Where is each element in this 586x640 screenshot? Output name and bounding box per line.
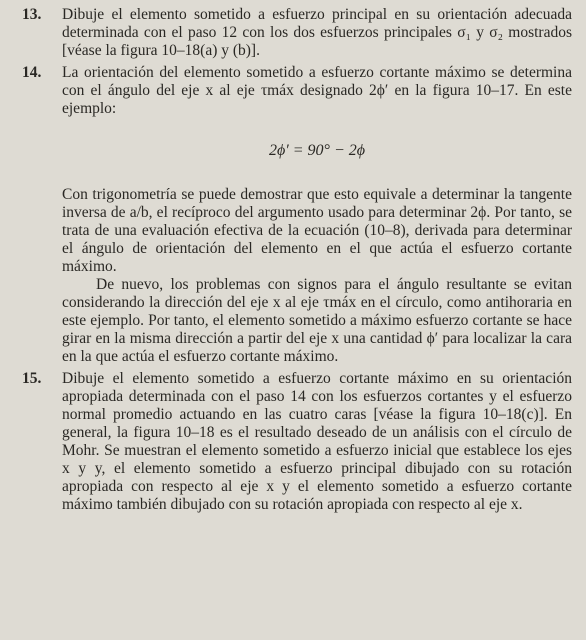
step-text: Dibuje el elemento sometido a esfuerzo cortante máximo en su orientación apropiada determinada con el paso 14 con los esfuerzos cortantes y el esfuerzo normal promedio actuando en las cuatro caras [véase la figura 10–18(c)]. En general, la figura 10–18 es el resultado deseado de un análisis con el círculo de Mohr. Se muestran el elemento sometido a esfuerzo inicial que establece los ejes x y y, el elemento sometido a esfuerzo principal dibujado con su rotación apropiada con respecto al eje x y el elemento sometido a esfuerzo cortante máximo también dibujado con su rotación apropiada con respecto al eje x. xyxy=(62,370,572,513)
paragraph: De nuevo, los problemas con signos para el ángulo resultante se evitan considerando la dirección del eje x al eje τmáx en el círculo, como antihoraria en este ejemplo. Por tanto, el elemento sometido a máximo esfuerzo cortante se hace girar en la misma dirección a partir del eje x una cantidad ϕ′ para localizar la cara en la que actúa el esfuerzo cortante máximo. xyxy=(62,276,572,365)
step-text: La orientación del elemento sometido a esfuerzo cortante máximo se determina con el ángulo del eje x al eje τmáx designado 2ϕ′ en la figura 10–17. En este ejemplo: xyxy=(62,64,572,117)
paragraph: Con trigonometría se puede demostrar que esto equivale a determinar la tangente inversa de a/b, el recíproco del argumento usado para determinar 2ϕ. Por tanto, se trata de una evaluación efectiva de la ecuación (10–8), derivada para determinar el ángulo de orientación del elemento en el que actúa el esfuerzo cortante máximo. xyxy=(62,186,572,275)
step-13 xyxy=(22,6,572,60)
step-15 xyxy=(22,370,572,514)
step-text: Dibuje el elemento sometido a esfuerzo principal en su orientación adecuada determinada con el paso 12 con los dos esfuerzos principales σ₁ y σ₂ mostrados [véase la figura 10–18(a) y (b)]. xyxy=(62,6,572,59)
equation: 2ϕ′ = 90° − 2ϕ xyxy=(268,142,366,159)
step-number: 15. xyxy=(22,370,42,387)
step-number: 14. xyxy=(22,64,42,81)
step-14 xyxy=(22,64,572,118)
step-number: 13. xyxy=(22,6,42,23)
